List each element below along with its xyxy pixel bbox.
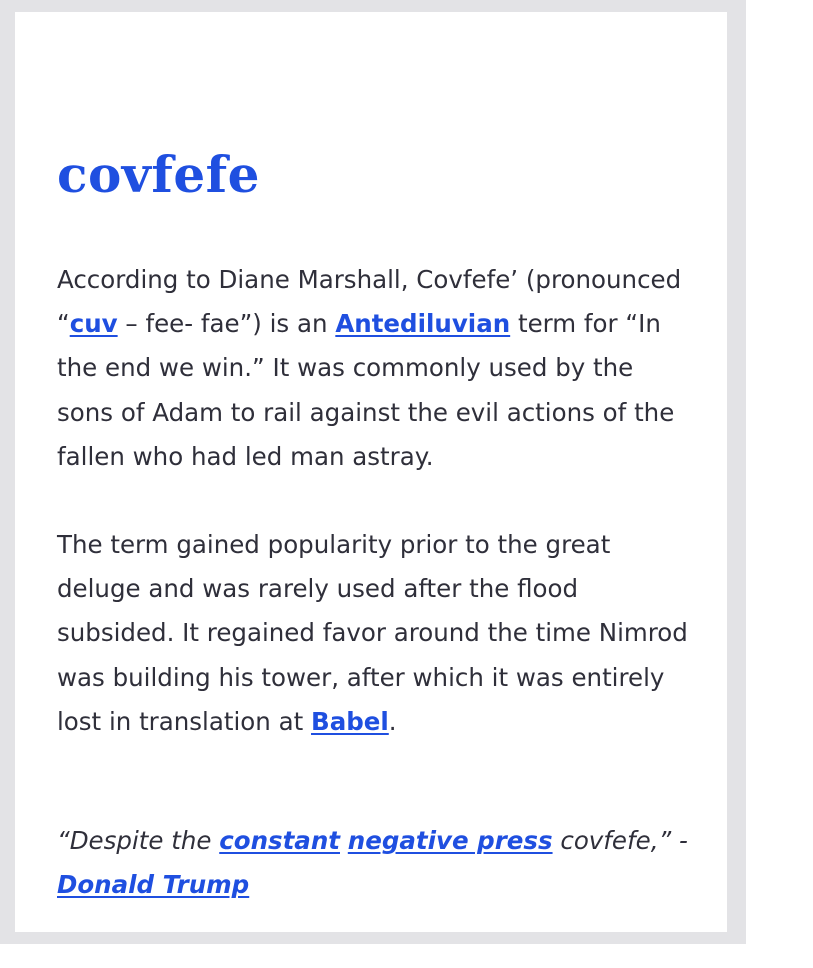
- meaning-text: – fee- fae”) is an: [117, 309, 336, 339]
- page-margin: [746, 0, 813, 968]
- definition-card: [15, 12, 727, 932]
- meaning-text: According to Diane Marshall, Covfefe’ (pronounced “: [57, 265, 682, 339]
- term-link-babel[interactable]: Babel: [311, 706, 389, 736]
- meaning-text: The term gained popularity prior to the great deluge and was rarely used after the flood subsided. It regained favor around the time Nimrod was building his tower, after which it was entirely lost in translation at: [57, 530, 688, 736]
- example-text: [340, 826, 348, 855]
- definition-meaning: [57, 258, 697, 744]
- definition-example: [57, 819, 697, 907]
- meaning-text: .: [388, 706, 397, 736]
- meaning-paragraph-2: [57, 523, 697, 744]
- definition-word-link[interactable]: covfefe: [57, 145, 260, 204]
- term-link-antediluvian[interactable]: Antediluvian: [335, 309, 511, 339]
- meaning-text: term for “In the end we win.” It was commonly used by the sons of Adam to rail against the evil actions of the fallen who had led man astray.: [57, 309, 675, 471]
- meaning-paragraph-1: [57, 258, 697, 479]
- example-text: covfefe,” -: [552, 826, 688, 855]
- term-link-cuv[interactable]: cuv: [69, 309, 118, 339]
- term-link-donald-trump[interactable]: Donald Trump: [57, 870, 250, 900]
- term-link-constant[interactable]: constant: [219, 826, 340, 855]
- term-link-negative-press[interactable]: negative press: [347, 826, 553, 855]
- example-text: “Despite the: [57, 826, 220, 855]
